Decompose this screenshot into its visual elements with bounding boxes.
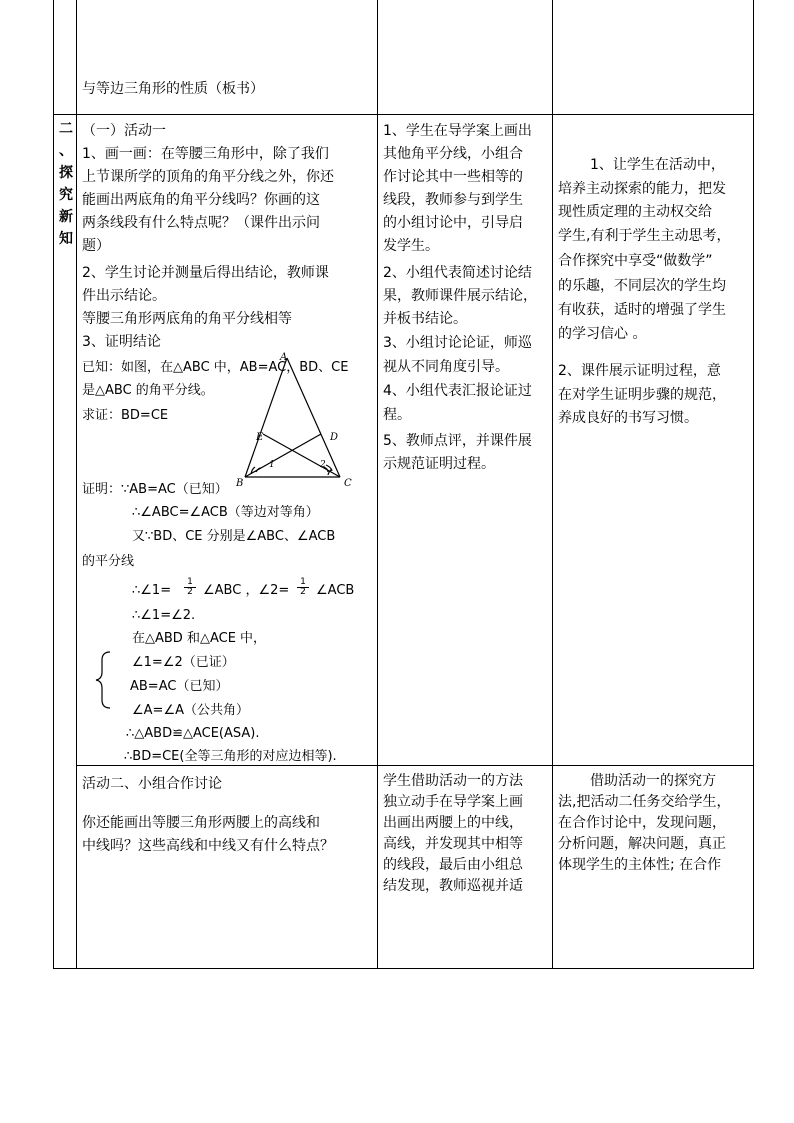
students1-line: 1、学生在导学案上画出: [383, 123, 532, 139]
activity2-heading: 活动二、小组合作讨论: [82, 776, 222, 792]
fraction-denominator: 2: [187, 587, 193, 597]
table-border-right: [753, 0, 754, 969]
activity2-question: 中线吗？这些高线和中线又有什么特点？: [82, 838, 334, 854]
point-label-e: E: [256, 432, 264, 443]
table-divider-col3: [552, 0, 553, 969]
activity1-line: 题）: [82, 238, 110, 254]
table-divider-col2: [377, 0, 378, 969]
activity1-line: 件出示结论。: [82, 288, 166, 304]
fraction-half: [184, 578, 196, 597]
students2-line: 学生借助活动一的方法: [383, 773, 523, 789]
section-label-char: 二: [59, 121, 73, 137]
angle-label-1: 1: [269, 460, 275, 470]
proof-condition: AB=AC（已知）: [130, 679, 229, 694]
students1-line: 作讨论其中一些相等的: [383, 169, 523, 185]
students1-line: 线段，教师参与到学生: [383, 192, 523, 208]
proof-line: 的平分线: [82, 554, 135, 569]
activity1-given: 已知：如图，在△ABC 中，AB=AC，BD、CE: [82, 360, 349, 375]
section-label-char: 究: [59, 187, 73, 203]
intent2-line: 法,把活动二任务交给学生，: [558, 794, 731, 810]
intent2-line: 分析问题，解决问题，真正: [558, 836, 726, 852]
table-border-bottom: [53, 968, 754, 969]
point-label-d: D: [330, 432, 339, 443]
intent1-line: 有收获，适时的增强了学生: [558, 302, 726, 318]
activity1-to-prove: 求证：BD=CE: [82, 408, 169, 423]
activity1-heading: （一）活动一: [82, 123, 166, 139]
activity2-question: 你还能画出等腰三角形两腰上的高线和: [82, 815, 320, 831]
fraction-numerator: 1: [184, 578, 196, 588]
students1-line: 发学生。: [383, 238, 439, 254]
activity1-line: 能画出两底角的角平分线吗？你画的这: [82, 192, 320, 208]
proof-line: 在△ABD 和△ACE 中，: [132, 631, 267, 646]
activity1-line: 1、画一画：在等腰三角形中，除了我们: [82, 146, 329, 162]
table-divider-col1: [76, 0, 77, 969]
proof-condition: ∠1=∠2（已证）: [132, 655, 235, 670]
intent1-line: 培养主动探索的能力，把发: [558, 181, 726, 197]
vertex-label-b: B: [236, 478, 244, 489]
table-row-divider-1: [53, 114, 754, 115]
board-note-text: 与等边三角形的性质（板书）: [82, 81, 264, 97]
intent1-line: 的乐趣，不同层次的学生均: [558, 278, 726, 294]
activity1-line: 3、证明结论: [82, 334, 161, 350]
intent2-line: 借助活动一的探究方: [590, 773, 716, 789]
students1-line: 4、小组代表汇报论证过: [383, 383, 532, 399]
proof-line: 又∵BD、CE 分别是∠ABC、∠ACB: [132, 529, 336, 544]
proof-line: ∠ACB: [316, 583, 355, 598]
proof-line: ∴∠1=: [132, 583, 172, 598]
students2-line: 结发现，教师巡视并适: [383, 878, 523, 894]
students1-line: 的小组讨论中，引导启: [383, 215, 523, 231]
activity1-given: 是△ABC 的角平分线。: [82, 383, 214, 398]
proof-line: ∴∠ABC=∠ACB（等边对等角）: [132, 505, 319, 520]
intent1-line: 养成良好的书写习惯。: [558, 410, 698, 426]
students2-line: 出画出两腰上的中线，: [383, 815, 523, 831]
intent1-line: 2、课件展示证明过程，意: [558, 363, 721, 379]
students1-line: 果，教师课件展示结论，: [383, 288, 537, 304]
students1-line: 示规范证明过程。: [383, 456, 495, 472]
students1-line: 5、教师点评，并课件展: [383, 433, 532, 449]
activity1-line: 两条线段有什么特点呢？（课件出示问: [82, 215, 320, 231]
intent2-line: 体现学生的主体性; 在合作: [558, 857, 722, 873]
section-label-char: 探: [59, 165, 73, 181]
intent1-line: 合作探究中享受“做数学”: [558, 253, 713, 269]
students1-line: 视从不同角度引导。: [383, 359, 509, 375]
proof-line: 证明：∵AB=AC（已知）: [82, 482, 228, 497]
activity1-line: 2、学生讨论并测量后得出结论，教师课: [82, 265, 329, 281]
angle-label-2: 2: [320, 460, 326, 470]
students1-line: 2、小组代表简述讨论结: [383, 265, 532, 281]
table-border-left: [53, 0, 54, 969]
students1-line: 并板书结论。: [383, 311, 467, 327]
activity1-line: 上节课所学的顶角的角平分线之外，你还: [82, 169, 334, 185]
triangle-figure: [236, 350, 366, 490]
section-label-char: 、: [59, 143, 73, 159]
proof-condition: ∠A=∠A（公共角）: [132, 703, 249, 718]
vertex-label-c: C: [344, 478, 352, 489]
students1-line: 3、小组讨论论证，师巡: [383, 335, 532, 351]
students1-line: 其他角平分线，小组合: [383, 146, 523, 162]
proof-line: ∴BD=CE(全等三角形的对应边相等).: [124, 749, 337, 764]
fraction-numerator: 1: [297, 578, 309, 588]
intent1-line: 在对学生证明步骤的规范，: [558, 387, 726, 403]
section-label-char: 新: [59, 209, 73, 225]
students2-line: 独立动手在导学案上画: [383, 794, 523, 810]
intent1-line: 1、让学生在活动中，: [590, 157, 725, 173]
intent1-line: 学生,有利于学生主动思考，: [558, 228, 731, 244]
intent2-line: 在合作讨论中，发现问题，: [558, 815, 726, 831]
students1-line: 程。: [383, 407, 411, 423]
students2-line: 的线段，最后由小组总: [383, 857, 523, 873]
section-label-char: 知: [59, 231, 73, 247]
fraction-half: [297, 578, 309, 597]
proof-line: ∴∠1=∠2.: [132, 608, 196, 623]
students2-line: 高线，并发现其中相等: [383, 836, 523, 852]
vertex-label-a: A: [280, 352, 288, 363]
proof-line: ∠ABC ，∠2=: [203, 583, 290, 598]
intent1-line: 现性质定理的主动权交给: [558, 204, 712, 220]
proof-line: ∴△ABD≌△ACE(ASA).: [126, 726, 260, 741]
intent1-line: 的学习信心 。: [558, 326, 647, 342]
brace-symbol: [94, 650, 114, 710]
activity1-conclusion: 等腰三角形两底角的角平分线相等: [82, 311, 292, 327]
fraction-denominator: 2: [300, 587, 306, 597]
